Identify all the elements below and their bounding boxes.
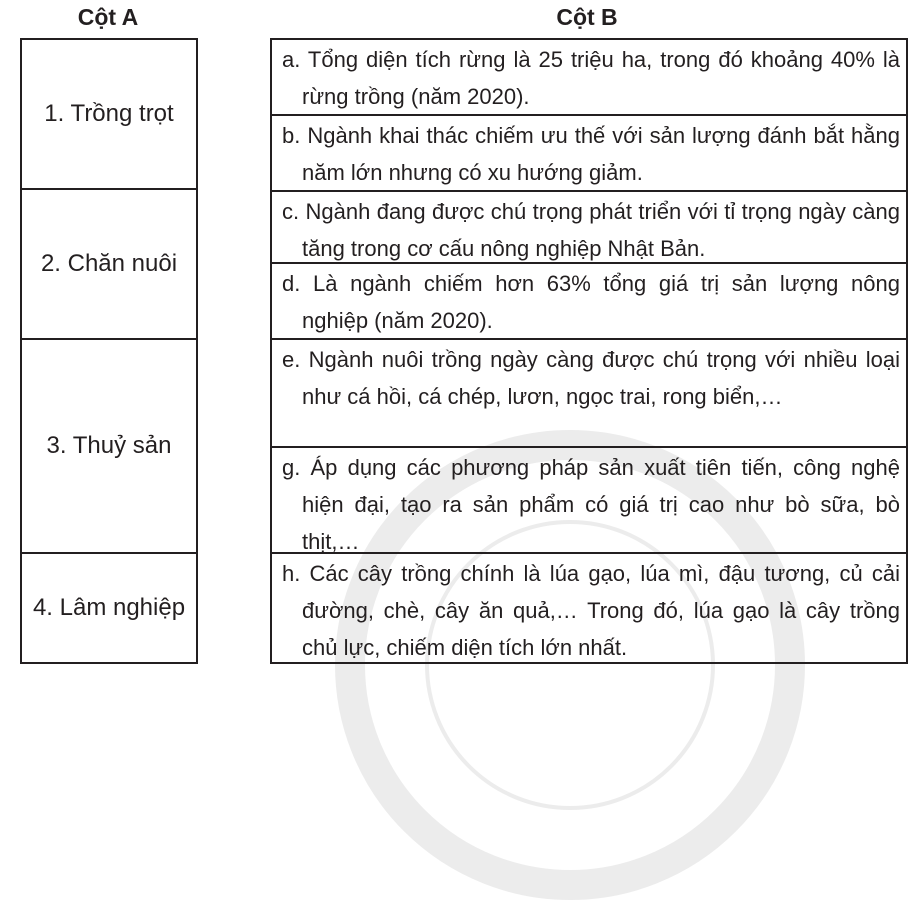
column-b-item-c: [270, 190, 908, 262]
column-b-item-text: c. Ngành đang được chú trọng phát triển với tỉ trọng ngày càng tăng trong cơ cấu nông nghiệp Nhật Bản.: [282, 199, 900, 261]
column-b-item-text: h. Các cây trồng chính là lúa gạo, lúa mì, đậu tương, củ cải đường, chè, cây ăn quả,… Trong đó, lúa gạo là cây trồng chủ lực, chiếm diện tích lớn nhất.: [282, 561, 900, 660]
column-a-item-label: 3. Thuỷ sản: [46, 432, 172, 459]
column-a-item-label: 1. Trồng trọt: [44, 100, 174, 127]
column-b-item-h: [270, 552, 908, 664]
column-a-item-4: [20, 552, 198, 664]
column-a-item-label: 4. Lâm nghiệp: [32, 594, 186, 621]
column-a-item-label: 2. Chăn nuôi: [40, 250, 178, 277]
column-b-header: Cột B: [556, 4, 618, 30]
column-b-item-text: a. Tổng diện tích rừng là 25 triệu ha, trong đó khoảng 40% là rừng trồng (năm 2020).: [282, 47, 900, 109]
column-b-item-g: [270, 446, 908, 552]
column-b-item-text: d. Là ngành chiếm hơn 63% tổng giá trị sản lượng nông nghiệp (năm 2020).: [282, 271, 900, 333]
column-a-header: Cột A: [77, 4, 139, 30]
column-b-item-text: b. Ngành khai thác chiếm ưu thế với sản lượng đánh bắt hằng năm lớn nhưng có xu hướng giảm.: [282, 123, 900, 185]
column-b-item-d: [270, 262, 908, 338]
column-a-item-3: [20, 338, 198, 552]
column-a-item-1: [20, 38, 198, 188]
column-b-item-text: e. Ngành nuôi trồng ngày càng được chú trọng với nhiều loại như cá hồi, cá chép, lươn, ngọc trai, rong biển,…: [282, 347, 900, 409]
column-b-item-e: [270, 338, 908, 446]
column-b-item-text: g. Áp dụng các phương pháp sản xuất tiên tiến, công nghệ hiện đại, tạo ra sản phẩm có giá trị cao như bò sữa, bò thịt,…: [282, 455, 900, 554]
column-a-item-2: [20, 188, 198, 338]
column-b-item-a: [270, 38, 908, 114]
column-b-item-b: [270, 114, 908, 190]
